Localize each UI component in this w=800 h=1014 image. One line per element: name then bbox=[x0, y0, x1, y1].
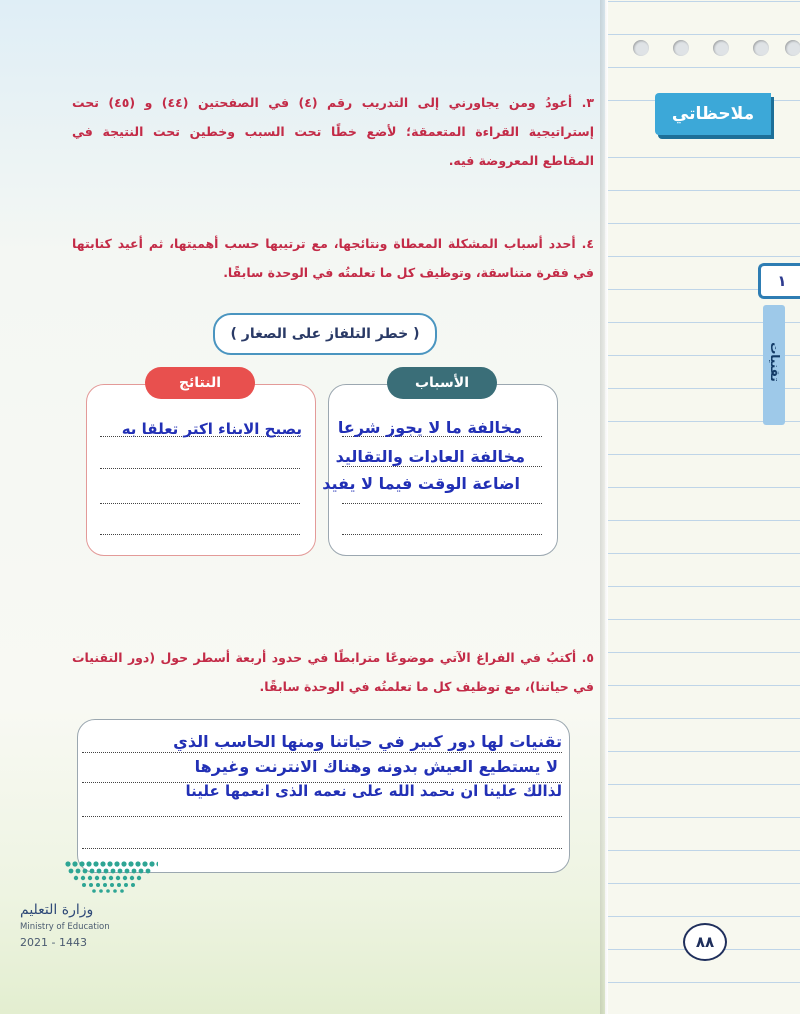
binder-ring-icon bbox=[753, 40, 769, 56]
cause-answer: مخالفة العادات والتقاليد bbox=[335, 447, 525, 466]
page-fold-shadow bbox=[600, 0, 608, 1014]
causes-line[interactable] bbox=[342, 534, 542, 535]
results-line[interactable] bbox=[100, 468, 300, 469]
essay-answer: لا يستطيع العيش بدونه وهناك الانترنت وغيرها bbox=[194, 757, 558, 776]
causes-line[interactable] bbox=[342, 466, 542, 467]
ministry-logo bbox=[18, 858, 158, 958]
result-answer: يصبح الابناء اكتر تعلقا به bbox=[121, 420, 302, 438]
results-box bbox=[86, 384, 316, 556]
unit-number-tab: ١ bbox=[758, 263, 800, 299]
essay-line[interactable] bbox=[82, 752, 562, 753]
results-line[interactable] bbox=[100, 534, 300, 535]
exercise-3-text: ٣. أعودُ ومن يجاورني إلى التدريب رقم (٤) في الصفحتين (٤٤) و (٤٥) تحت إستراتيجية القراءة المتعمقة؛ لأضع خطًا تحت السبب وخطين تحت النتيجة في المقاطع المعروضة فيه. bbox=[72, 95, 594, 168]
causes-box bbox=[328, 384, 558, 556]
edition-year: 2021 - 1443 bbox=[20, 936, 87, 949]
ministry-dots-icon bbox=[18, 858, 158, 898]
unit-title-tab bbox=[763, 305, 785, 425]
cause-answer: مخالفة ما لا يجوز شرعا bbox=[337, 418, 522, 437]
essay-answer: تقنيات لها دور كبير في حياتنا ومنها الحاسب الذي bbox=[173, 732, 562, 751]
binder-ring-icon bbox=[713, 40, 729, 56]
cause-answer: اضاعة الوقت فيما لا يفيد bbox=[322, 474, 520, 493]
page-number: ٨٨ bbox=[683, 923, 727, 961]
essay-line[interactable] bbox=[82, 848, 562, 849]
exercise-5-text: ٥. أكتبُ في الفراغ الآتي موضوعًا مترابطًا في حدود أربعة أسطر حول (دور التقنيات في حياتنا)، مع توظيف كل ما تعلمتُه في الوحدة سابقًا. bbox=[72, 650, 594, 694]
ministry-name-english: Ministry of Education bbox=[20, 922, 110, 932]
unit-title-label: تقنيات bbox=[768, 342, 782, 382]
results-line[interactable] bbox=[100, 503, 300, 504]
results-header: النتائج bbox=[145, 367, 255, 399]
binder-ring-icon bbox=[785, 40, 800, 56]
binder-ring-icon bbox=[633, 40, 649, 56]
exercise-4-text: ٤. أحدد أسباب المشكلة المعطاة ونتائجها، مع ترتيبها حسب أهميتها، ثم أعيد كتابتها في فقرة متناسقة، وتوظيف كل ما تعلمتُه في الوحدة سابقًا. bbox=[72, 236, 594, 280]
essay-answer: لذالك علينا ان نحمد الله على نعمه الذى انعمها علينا bbox=[185, 782, 562, 800]
causes-header: الأسباب bbox=[387, 367, 497, 399]
binder-ring-icon bbox=[673, 40, 689, 56]
notes-panel bbox=[608, 0, 800, 1014]
ministry-name-arabic: وزارة التعليم bbox=[20, 902, 94, 918]
notes-tab: ملاحظاتي bbox=[655, 93, 771, 135]
causes-line[interactable] bbox=[342, 503, 542, 504]
topic-pill: ( خطر التلفاز على الصغار ) bbox=[213, 313, 437, 355]
binder-rings bbox=[625, 40, 800, 60]
essay-line[interactable] bbox=[82, 816, 562, 817]
